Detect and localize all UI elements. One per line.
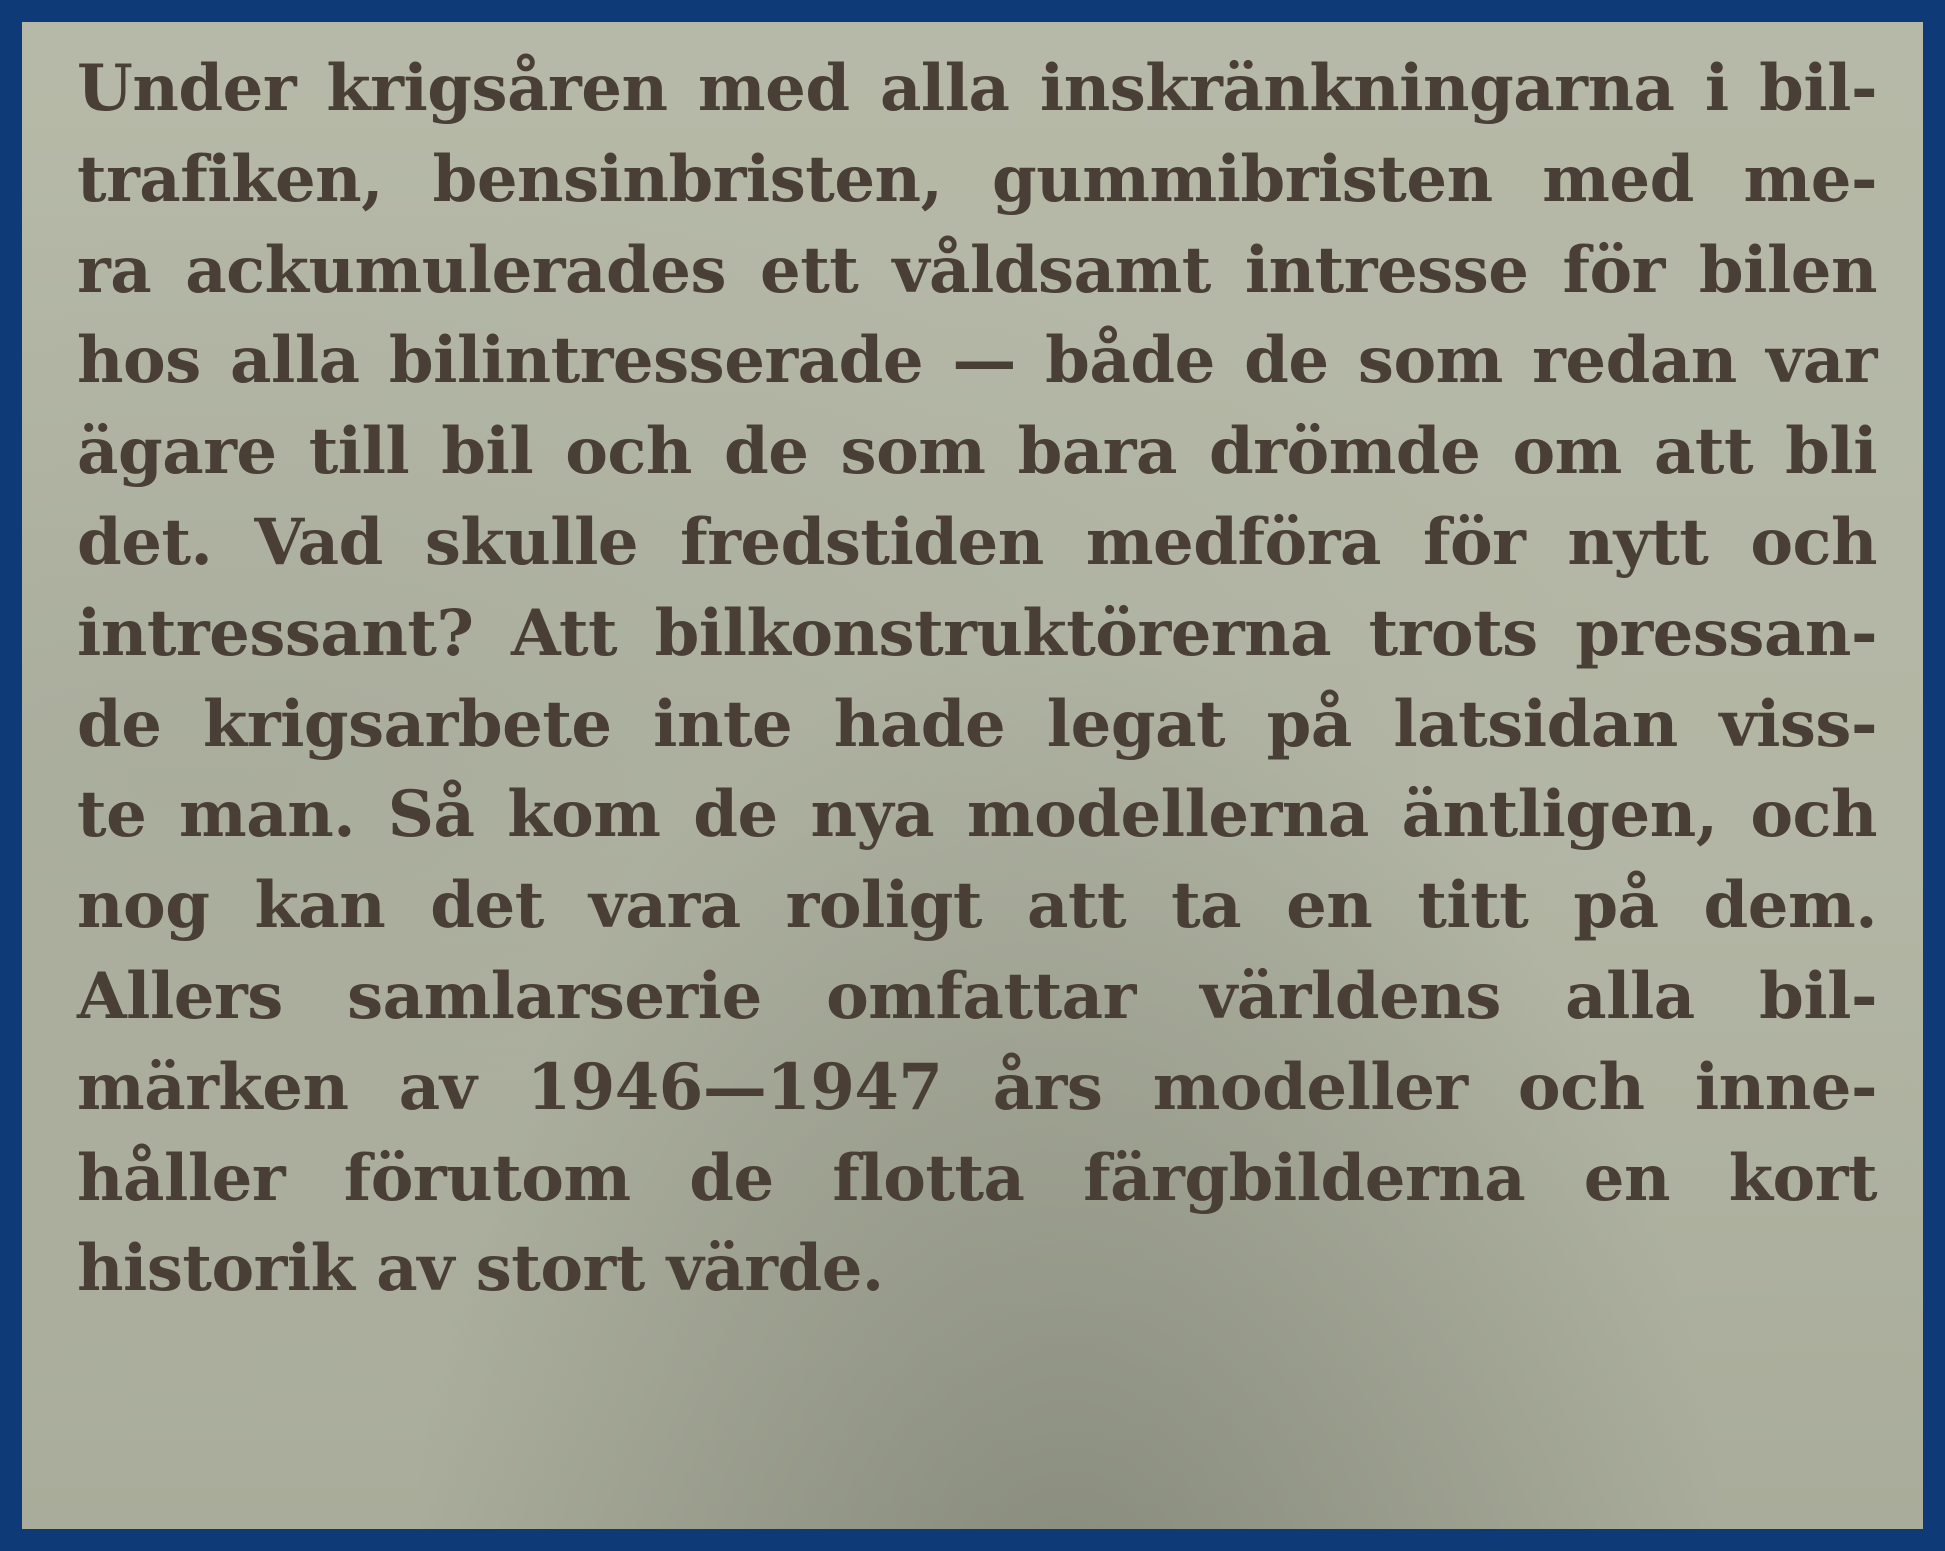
text-line: intressant? Att bilkonstruktörerna trots pressan- — [77, 595, 1877, 671]
printed-page — [22, 22, 1923, 1529]
text-line: trafiken, bensinbristen, gummibristen med me- — [77, 141, 1877, 217]
text-line: Under krigsåren med alla inskränkningarna i bil- — [77, 51, 1877, 126]
text-line-last: historik av stort värde. — [77, 1231, 884, 1307]
text-line: det. Vad skulle fredstiden medföra för nytt och — [77, 504, 1877, 580]
text-line: märken av 1946—1947 års modeller och inne- — [77, 1049, 1877, 1125]
text-line: nog kan det vara roligt att ta en titt på dem. — [77, 868, 1877, 944]
text-line: Allers samlarserie omfattar världens alla bil- — [77, 958, 1877, 1034]
text-line: ägare till bil och de som bara drömde om att bli — [77, 414, 1877, 490]
text-line: te man. Så kom de nya modellerna äntligen, och — [77, 777, 1877, 853]
text-line: håller förutom de flotta färgbilderna en kort — [77, 1140, 1877, 1216]
text-line: de krigsarbete inte hade legat på latsidan viss- — [77, 686, 1877, 762]
body-paragraph — [77, 44, 1877, 1315]
text-line: hos alla bilintresserade — både de som redan var — [77, 323, 1877, 399]
text-line: ra ackumulerades ett våldsamt intresse för bilen — [77, 232, 1877, 308]
